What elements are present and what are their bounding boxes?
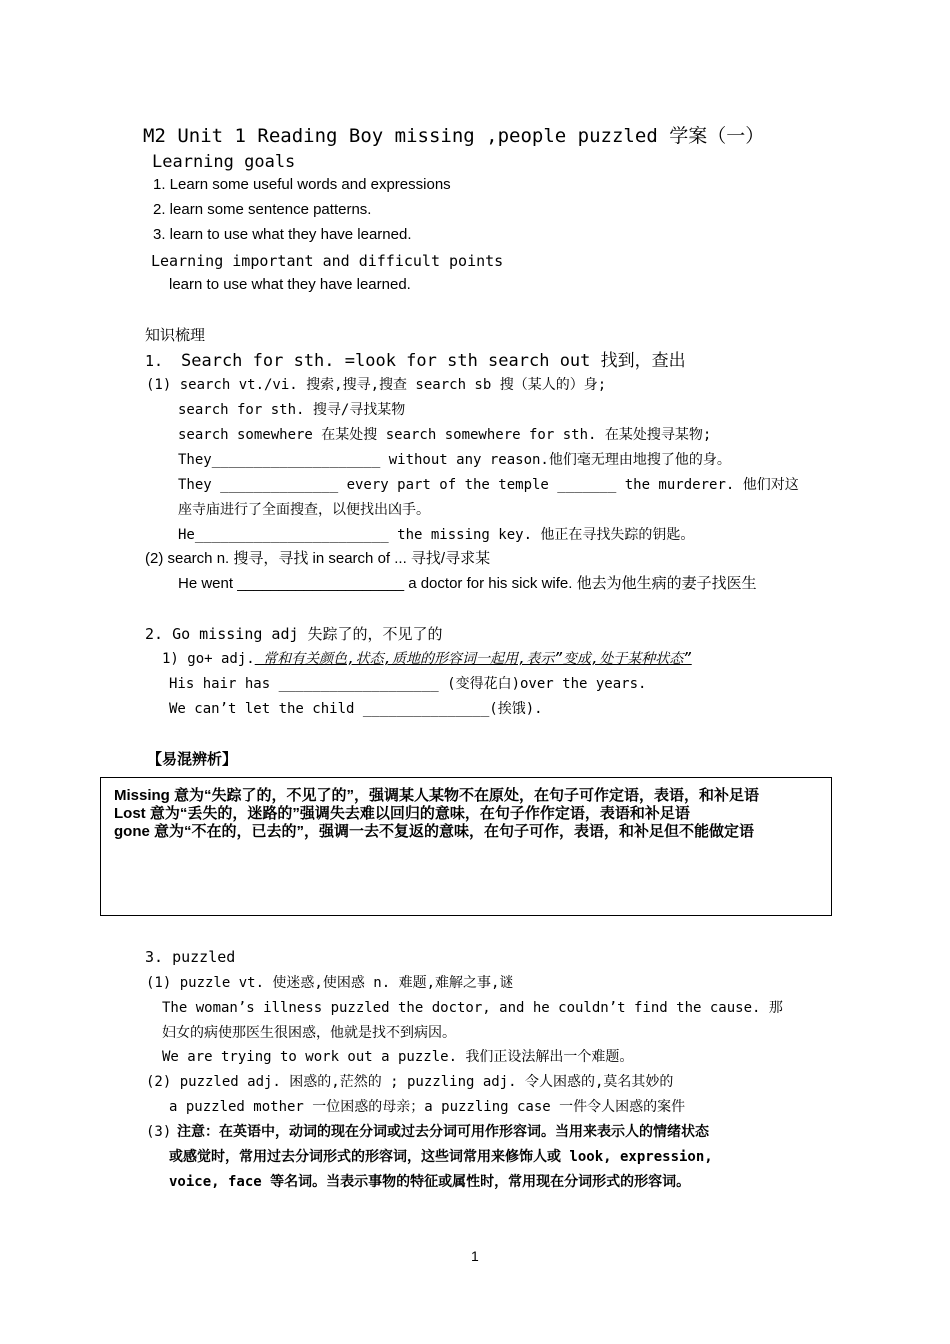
fill-blank-exercise: They____________________ without any reason.他们毫无理由地搜了他的身。 [178,452,731,468]
sub-note: 常和有关颜色,状态,质地的形容词一起用,表示”变成,处于某种状态” [254,651,692,667]
box-line: Lost 意为“丢失的，迷路的”强调失去难以回归的意味，在句子作作定语，表语和补足语 [114,805,690,822]
section-1-number: 1. [145,352,164,370]
section-3-heading: 3. puzzled [145,948,236,966]
goal-item: 1. Learn some useful words and expressions [153,176,451,193]
section-3-note: voice, face 等名词。当表示事物的特征或属性时，常用现在分词形式的形容词。 [169,1174,691,1190]
comparison-box [100,777,832,916]
page-title: M2 Unit 1 Reading Boy missing ,people puzzled 学案（一） [143,125,765,147]
goal-item: 3. learn to use what they have learned. [153,226,412,243]
section-3-line: We are trying to work out a puzzle. 我们正设法解出一个难题。 [162,1049,634,1065]
sub-prefix: 1) go+ adj. [162,651,255,667]
section-3-note: 注意：在英语中，动词的现在分词或过去分词可用作形容词。当用来表示人的情绪状态 [177,1124,709,1140]
confusion-heading: 【易混辨析】 [147,750,238,768]
learning-goals-heading: Learning goals [152,152,296,172]
section-2-subheading [162,652,692,666]
section-2-heading: 2. Go missing adj 失踪了的，不见了的 [145,625,443,643]
fill-blank-exercise: We can’t let the child _______________(挨饿). [169,701,543,717]
knowledge-heading: 知识梳理 [145,326,206,344]
box-line: gone 意为“不在的，已去的”，强调一去不复返的意味，在句子可作，表语，和补足但不能做定语 [114,823,755,840]
box-line: Missing 意为“失踪了的，不见了的”，强调某人某物不在原处，在句子可作定语，表语，和补足语 [114,787,760,804]
points-text: learn to use what they have learned. [169,276,411,293]
section-1-line: (2) search n. 搜寻，寻找 in search of ... 寻找/寻求某 [145,550,491,567]
goal-item: 2. learn some sentence patterns. [153,201,372,218]
section-3-line: a puzzled mother 一位困惑的母亲；a puzzling case 一件令人困惑的案件 [169,1099,686,1115]
section-3-line: 妇女的病使那医生很困惑，他就是找不到病因。 [162,1025,456,1041]
section-1-heading: Search for sth. =look for sth search out 找到，查出 [181,351,686,371]
fill-blank-exercise: They ______________ every part of the temple _______ the murderer. 他们对这 [178,477,799,493]
section-3-number: (3) [146,1124,172,1140]
fill-blank-exercise: His hair has ___________________ (变得花白)over the years. [169,676,647,692]
section-1-line: search for sth. 搜寻/寻找某物 [178,402,406,418]
section-1-line: (1) search vt./vi. 搜索,搜寻,搜查 search sb 搜（某人的）身; [146,377,607,393]
section-1-line: search somewhere 在某处搜 search somewhere for sth. 在某处搜寻某物; [178,427,712,443]
fill-blank-exercise: He_______________________ the missing key. 他正在寻找失踪的钥匙。 [178,527,695,543]
page-number: 1 [471,1248,479,1264]
section-1-line: 座寺庙进行了全面搜查，以便找出凶手。 [178,502,430,518]
section-3-line: (2) puzzled adj. 困惑的,茫然的 ; puzzling adj. 令人困惑的,莫名其妙的 [146,1074,674,1090]
section-3-line: The woman’s illness puzzled the doctor, and he couldn’t find the cause. 那 [162,1000,783,1016]
points-heading: Learning important and difficult points [151,252,504,270]
section-3-line: (1) puzzle vt. 使迷惑,使困惑 n. 难题,难解之事,谜 [146,975,514,991]
section-3-note: 或感觉时，常用过去分词形式的形容词，这些词常用来修饰人或 look, expression, [169,1149,713,1165]
fill-blank-exercise: He went ____________________ a doctor for his sick wife. 他去为他生病的妻子找医生 [178,575,757,592]
